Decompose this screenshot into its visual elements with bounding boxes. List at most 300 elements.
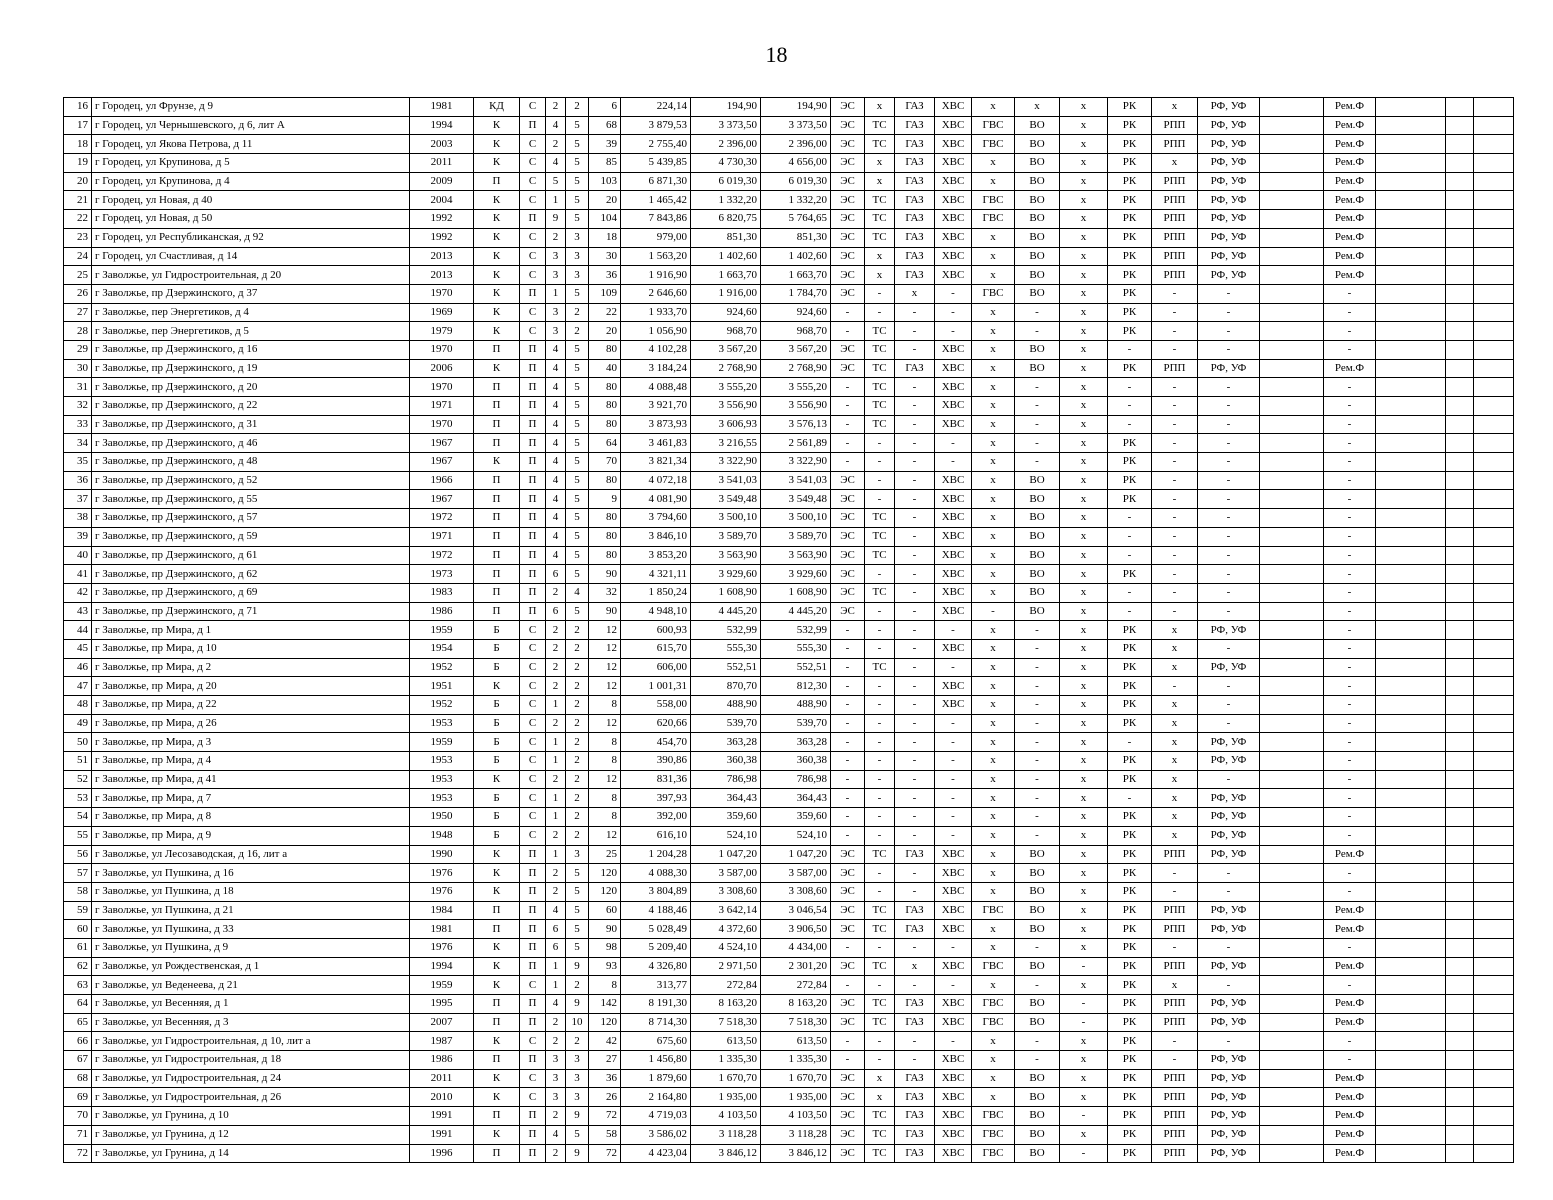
year-built-cell: 1953: [410, 752, 474, 771]
type-cell: С: [520, 266, 546, 285]
note-cell: [1260, 247, 1324, 266]
table-row: [64, 565, 1514, 584]
entrances-cell: 3: [546, 1051, 566, 1070]
table-row: [64, 135, 1514, 154]
extra-3-cell: [1474, 434, 1514, 453]
type-cell: С: [520, 639, 546, 658]
entrances-cell: 4: [546, 1125, 566, 1144]
living-area-cell: 924,60: [691, 303, 761, 322]
extra-2-cell: [1446, 340, 1474, 359]
extra-2-cell: [1446, 583, 1474, 602]
rpp-cell: -: [1152, 677, 1198, 696]
table-row: [64, 1032, 1514, 1051]
gas-cell: ГАЗ: [895, 920, 935, 939]
year-built-cell: 1970: [410, 284, 474, 303]
gas-cell: -: [895, 509, 935, 528]
funds-cell: РФ, УФ: [1198, 191, 1260, 210]
row-number-cell: 56: [64, 845, 92, 864]
hot-water-cell: х: [972, 509, 1015, 528]
heating-cell: -: [865, 1051, 895, 1070]
living-area-cell: 555,30: [691, 639, 761, 658]
apartments-cell: 80: [589, 471, 621, 490]
drainage-cell: х: [1060, 826, 1108, 845]
sewage-cell: ВО: [1015, 565, 1060, 584]
extra-2-cell: [1446, 490, 1474, 509]
hot-water-cell: х: [972, 639, 1015, 658]
row-number-cell: 58: [64, 882, 92, 901]
material-cell: П: [474, 1051, 520, 1070]
residential-area-cell: 3 929,60: [761, 565, 831, 584]
table-row: [64, 1013, 1514, 1032]
funds-cell: РФ, УФ: [1198, 752, 1260, 771]
sewage-cell: ВО: [1015, 1069, 1060, 1088]
funds-cell: -: [1198, 976, 1260, 995]
total-area-cell: 4 719,03: [621, 1107, 691, 1126]
row-number-cell: 59: [64, 901, 92, 920]
entrances-cell: 2: [546, 639, 566, 658]
drainage-cell: х: [1060, 845, 1108, 864]
rem-fund-cell: Рем.Ф: [1324, 228, 1376, 247]
year-built-cell: 1950: [410, 808, 474, 827]
material-cell: К: [474, 191, 520, 210]
cold-water-cell: ХВС: [935, 1144, 972, 1163]
type-cell: П: [520, 602, 546, 621]
floors-cell: 2: [566, 770, 589, 789]
floors-cell: 2: [566, 677, 589, 696]
drainage-cell: х: [1060, 490, 1108, 509]
drainage-cell: х: [1060, 172, 1108, 191]
extra-2-cell: [1446, 770, 1474, 789]
row-number-cell: 53: [64, 789, 92, 808]
apartments-cell: 80: [589, 340, 621, 359]
residential-area-cell: 363,28: [761, 733, 831, 752]
extra-2-cell: [1446, 322, 1474, 341]
hot-water-cell: х: [972, 882, 1015, 901]
type-cell: С: [520, 658, 546, 677]
gas-cell: -: [895, 770, 935, 789]
power-cell: ЭС: [831, 135, 865, 154]
row-number-cell: 17: [64, 116, 92, 135]
extra-3-cell: [1474, 677, 1514, 696]
entrances-cell: 2: [546, 658, 566, 677]
hot-water-cell: ГВС: [972, 901, 1015, 920]
heating-cell: ТС: [865, 1107, 895, 1126]
funds-cell: РФ, УФ: [1198, 247, 1260, 266]
drainage-cell: х: [1060, 135, 1108, 154]
power-cell: ЭС: [831, 191, 865, 210]
rk-cell: РК: [1108, 154, 1152, 173]
gas-cell: ГАЗ: [895, 98, 935, 117]
row-number-cell: 20: [64, 172, 92, 191]
extra-1-cell: [1376, 714, 1446, 733]
hot-water-cell: х: [972, 1051, 1015, 1070]
note-cell: [1260, 546, 1324, 565]
funds-cell: РФ, УФ: [1198, 658, 1260, 677]
floors-cell: 5: [566, 210, 589, 229]
rem-fund-cell: -: [1324, 322, 1376, 341]
rem-fund-cell: -: [1324, 808, 1376, 827]
note-cell: [1260, 378, 1324, 397]
living-area-cell: 3 606,93: [691, 415, 761, 434]
extra-1-cell: [1376, 415, 1446, 434]
sewage-cell: х: [1015, 98, 1060, 117]
total-area-cell: 4 072,18: [621, 471, 691, 490]
residential-area-cell: 555,30: [761, 639, 831, 658]
total-area-cell: 8 191,30: [621, 995, 691, 1014]
gas-cell: -: [895, 397, 935, 416]
extra-2-cell: [1446, 284, 1474, 303]
gas-cell: ГАЗ: [895, 191, 935, 210]
hot-water-cell: х: [972, 453, 1015, 472]
sewage-cell: ВО: [1015, 509, 1060, 528]
entrances-cell: 4: [546, 415, 566, 434]
year-built-cell: 1966: [410, 471, 474, 490]
cold-water-cell: -: [935, 303, 972, 322]
heating-cell: -: [865, 696, 895, 715]
extra-3-cell: [1474, 415, 1514, 434]
extra-2-cell: [1446, 359, 1474, 378]
address-cell: г Заволжье, ул Пушкина, д 16: [92, 864, 410, 883]
address-cell: г Заволжье, пр Дзержинского, д 59: [92, 527, 410, 546]
heating-cell: -: [865, 714, 895, 733]
type-cell: П: [520, 471, 546, 490]
rk-cell: РК: [1108, 696, 1152, 715]
cold-water-cell: ХВС: [935, 1107, 972, 1126]
type-cell: С: [520, 621, 546, 640]
rk-cell: РК: [1108, 752, 1152, 771]
entrances-cell: 1: [546, 845, 566, 864]
note-cell: [1260, 527, 1324, 546]
page-number: 18: [765, 42, 788, 67]
extra-2-cell: [1446, 808, 1474, 827]
rem-fund-cell: Рем.Ф: [1324, 1088, 1376, 1107]
type-cell: С: [520, 228, 546, 247]
drainage-cell: х: [1060, 284, 1108, 303]
floors-cell: 9: [566, 1107, 589, 1126]
note-cell: [1260, 471, 1324, 490]
sewage-cell: ВО: [1015, 920, 1060, 939]
rpp-cell: -: [1152, 1051, 1198, 1070]
rpp-cell: РПП: [1152, 359, 1198, 378]
material-cell: П: [474, 1107, 520, 1126]
table-row: [64, 957, 1514, 976]
apartments-cell: 25: [589, 845, 621, 864]
extra-2-cell: [1446, 210, 1474, 229]
rem-fund-cell: Рем.Ф: [1324, 135, 1376, 154]
extra-3-cell: [1474, 845, 1514, 864]
apartments-cell: 9: [589, 490, 621, 509]
drainage-cell: х: [1060, 1088, 1108, 1107]
table-row: [64, 191, 1514, 210]
entrances-cell: 2: [546, 770, 566, 789]
rpp-cell: х: [1152, 808, 1198, 827]
hot-water-cell: х: [972, 565, 1015, 584]
residential-area-cell: 5 764,65: [761, 210, 831, 229]
residential-area-cell: 2 561,89: [761, 434, 831, 453]
rk-cell: РК: [1108, 808, 1152, 827]
cold-water-cell: -: [935, 733, 972, 752]
rpp-cell: РПП: [1152, 135, 1198, 154]
extra-1-cell: [1376, 583, 1446, 602]
material-cell: П: [474, 340, 520, 359]
address-cell: г Городец, ул Чернышевского, д 6, лит А: [92, 116, 410, 135]
hot-water-cell: х: [972, 490, 1015, 509]
address-cell: г Заволжье, пр Дзержинского, д 61: [92, 546, 410, 565]
rem-fund-cell: -: [1324, 471, 1376, 490]
table-row: [64, 266, 1514, 285]
residential-area-cell: 3 308,60: [761, 882, 831, 901]
cold-water-cell: ХВС: [935, 882, 972, 901]
type-cell: С: [520, 826, 546, 845]
funds-cell: -: [1198, 602, 1260, 621]
power-cell: -: [831, 453, 865, 472]
extra-2-cell: [1446, 1107, 1474, 1126]
apartments-cell: 120: [589, 864, 621, 883]
extra-3-cell: [1474, 1051, 1514, 1070]
row-number-cell: 26: [64, 284, 92, 303]
living-area-cell: 488,90: [691, 696, 761, 715]
funds-cell: РФ, УФ: [1198, 995, 1260, 1014]
address-cell: г Заволжье, ул Рождественская, д 1: [92, 957, 410, 976]
material-cell: Б: [474, 714, 520, 733]
row-number-cell: 37: [64, 490, 92, 509]
rpp-cell: -: [1152, 509, 1198, 528]
rk-cell: -: [1108, 733, 1152, 752]
rpp-cell: х: [1152, 826, 1198, 845]
apartments-cell: 32: [589, 583, 621, 602]
cold-water-cell: ХВС: [935, 864, 972, 883]
rem-fund-cell: -: [1324, 882, 1376, 901]
rpp-cell: -: [1152, 434, 1198, 453]
extra-2-cell: [1446, 453, 1474, 472]
rem-fund-cell: -: [1324, 415, 1376, 434]
gas-cell: ГАЗ: [895, 995, 935, 1014]
extra-1-cell: [1376, 1107, 1446, 1126]
table-row: [64, 303, 1514, 322]
residential-area-cell: 3 567,20: [761, 340, 831, 359]
power-cell: -: [831, 621, 865, 640]
extra-1-cell: [1376, 266, 1446, 285]
type-cell: С: [520, 1032, 546, 1051]
hot-water-cell: х: [972, 266, 1015, 285]
address-cell: г Заволжье, пр Дзержинского, д 37: [92, 284, 410, 303]
address-cell: г Заволжье, пр Мира, д 41: [92, 770, 410, 789]
note-cell: [1260, 938, 1324, 957]
hot-water-cell: х: [972, 415, 1015, 434]
total-area-cell: 2 164,80: [621, 1088, 691, 1107]
sewage-cell: ВО: [1015, 490, 1060, 509]
type-cell: П: [520, 583, 546, 602]
apartments-cell: 103: [589, 172, 621, 191]
sewage-cell: ВО: [1015, 1088, 1060, 1107]
year-built-cell: 2011: [410, 154, 474, 173]
heating-cell: -: [865, 284, 895, 303]
note-cell: [1260, 1107, 1324, 1126]
rem-fund-cell: Рем.Ф: [1324, 172, 1376, 191]
living-area-cell: 786,98: [691, 770, 761, 789]
rem-fund-cell: Рем.Ф: [1324, 1144, 1376, 1163]
cold-water-cell: -: [935, 1032, 972, 1051]
heating-cell: -: [865, 826, 895, 845]
extra-3-cell: [1474, 770, 1514, 789]
rem-fund-cell: -: [1324, 490, 1376, 509]
note-cell: [1260, 172, 1324, 191]
apartments-cell: 120: [589, 1013, 621, 1032]
sewage-cell: -: [1015, 1051, 1060, 1070]
cold-water-cell: ХВС: [935, 191, 972, 210]
year-built-cell: 1994: [410, 116, 474, 135]
residential-area-cell: 613,50: [761, 1032, 831, 1051]
extra-3-cell: [1474, 359, 1514, 378]
year-built-cell: 1953: [410, 714, 474, 733]
extra-1-cell: [1376, 920, 1446, 939]
extra-3-cell: [1474, 98, 1514, 117]
rk-cell: РК: [1108, 845, 1152, 864]
row-number-cell: 31: [64, 378, 92, 397]
hot-water-cell: х: [972, 98, 1015, 117]
address-cell: г Городец, ул Якова Петрова, д 11: [92, 135, 410, 154]
floors-cell: 5: [566, 490, 589, 509]
address-cell: г Заволжье, ул Веденеева, д 21: [92, 976, 410, 995]
heating-cell: -: [865, 1032, 895, 1051]
heating-cell: ТС: [865, 1125, 895, 1144]
sewage-cell: ВО: [1015, 210, 1060, 229]
floors-cell: 2: [566, 696, 589, 715]
heating-cell: х: [865, 247, 895, 266]
power-cell: ЭС: [831, 845, 865, 864]
table-row: [64, 808, 1514, 827]
rk-cell: РК: [1108, 359, 1152, 378]
extra-1-cell: [1376, 901, 1446, 920]
cold-water-cell: -: [935, 658, 972, 677]
entrances-cell: 3: [546, 1069, 566, 1088]
note-cell: [1260, 602, 1324, 621]
extra-3-cell: [1474, 453, 1514, 472]
heating-cell: -: [865, 471, 895, 490]
extra-2-cell: [1446, 397, 1474, 416]
extra-3-cell: [1474, 714, 1514, 733]
note-cell: [1260, 920, 1324, 939]
power-cell: -: [831, 789, 865, 808]
extra-3-cell: [1474, 1125, 1514, 1144]
floors-cell: 9: [566, 1144, 589, 1163]
sewage-cell: ВО: [1015, 154, 1060, 173]
type-cell: С: [520, 322, 546, 341]
address-cell: г Заволжье, пр Мира, д 2: [92, 658, 410, 677]
entrances-cell: 4: [546, 359, 566, 378]
power-cell: ЭС: [831, 228, 865, 247]
type-cell: П: [520, 509, 546, 528]
year-built-cell: 1952: [410, 658, 474, 677]
heating-cell: х: [865, 172, 895, 191]
extra-2-cell: [1446, 639, 1474, 658]
year-built-cell: 1976: [410, 864, 474, 883]
gas-cell: ГАЗ: [895, 135, 935, 154]
type-cell: С: [520, 191, 546, 210]
table-row: [64, 453, 1514, 472]
sewage-cell: -: [1015, 397, 1060, 416]
material-cell: Б: [474, 752, 520, 771]
sewage-cell: -: [1015, 677, 1060, 696]
entrances-cell: 2: [546, 714, 566, 733]
rk-cell: РК: [1108, 639, 1152, 658]
rem-fund-cell: -: [1324, 546, 1376, 565]
year-built-cell: 1986: [410, 1051, 474, 1070]
living-area-cell: 3 929,60: [691, 565, 761, 584]
address-cell: г Заволжье, ул Гидростроительная, д 20: [92, 266, 410, 285]
entrances-cell: 1: [546, 789, 566, 808]
residential-area-cell: 3 541,03: [761, 471, 831, 490]
heating-cell: -: [865, 808, 895, 827]
table-row: [64, 621, 1514, 640]
note-cell: [1260, 340, 1324, 359]
hot-water-cell: х: [972, 303, 1015, 322]
extra-1-cell: [1376, 228, 1446, 247]
rk-cell: РК: [1108, 322, 1152, 341]
cold-water-cell: -: [935, 752, 972, 771]
power-cell: ЭС: [831, 957, 865, 976]
note-cell: [1260, 434, 1324, 453]
address-cell: г Заволжье, пр Дзержинского, д 22: [92, 397, 410, 416]
extra-2-cell: [1446, 826, 1474, 845]
floors-cell: 5: [566, 154, 589, 173]
rk-cell: РК: [1108, 938, 1152, 957]
power-cell: ЭС: [831, 1107, 865, 1126]
type-cell: П: [520, 845, 546, 864]
total-area-cell: 3 794,60: [621, 509, 691, 528]
living-area-cell: 4 103,50: [691, 1107, 761, 1126]
rk-cell: -: [1108, 546, 1152, 565]
residential-area-cell: 1 402,60: [761, 247, 831, 266]
gas-cell: -: [895, 733, 935, 752]
type-cell: С: [520, 770, 546, 789]
year-built-cell: 1970: [410, 340, 474, 359]
power-cell: -: [831, 826, 865, 845]
rk-cell: РК: [1108, 1125, 1152, 1144]
year-built-cell: 1976: [410, 938, 474, 957]
residential-area-cell: 359,60: [761, 808, 831, 827]
row-number-cell: 24: [64, 247, 92, 266]
year-built-cell: 1981: [410, 98, 474, 117]
funds-cell: -: [1198, 714, 1260, 733]
address-cell: г Городец, ул Счастливая, д 14: [92, 247, 410, 266]
power-cell: ЭС: [831, 471, 865, 490]
year-built-cell: 1954: [410, 639, 474, 658]
living-area-cell: 3 846,12: [691, 1144, 761, 1163]
address-cell: г Заволжье, пр Дзержинского, д 20: [92, 378, 410, 397]
entrances-cell: 5: [546, 172, 566, 191]
total-area-cell: 675,60: [621, 1032, 691, 1051]
funds-cell: РФ, УФ: [1198, 266, 1260, 285]
rem-fund-cell: -: [1324, 1051, 1376, 1070]
material-cell: К: [474, 303, 520, 322]
extra-2-cell: [1446, 621, 1474, 640]
address-cell: г Заволжье, ул Гидростроительная, д 10, лит а: [92, 1032, 410, 1051]
residential-area-cell: 3 555,20: [761, 378, 831, 397]
heating-cell: -: [865, 882, 895, 901]
material-cell: Б: [474, 621, 520, 640]
floors-cell: 2: [566, 826, 589, 845]
power-cell: ЭС: [831, 172, 865, 191]
extra-1-cell: [1376, 882, 1446, 901]
residential-area-cell: 3 587,00: [761, 864, 831, 883]
heating-cell: ТС: [865, 957, 895, 976]
living-area-cell: 272,84: [691, 976, 761, 995]
extra-3-cell: [1474, 135, 1514, 154]
extra-1-cell: [1376, 938, 1446, 957]
drainage-cell: х: [1060, 864, 1108, 883]
funds-cell: -: [1198, 882, 1260, 901]
